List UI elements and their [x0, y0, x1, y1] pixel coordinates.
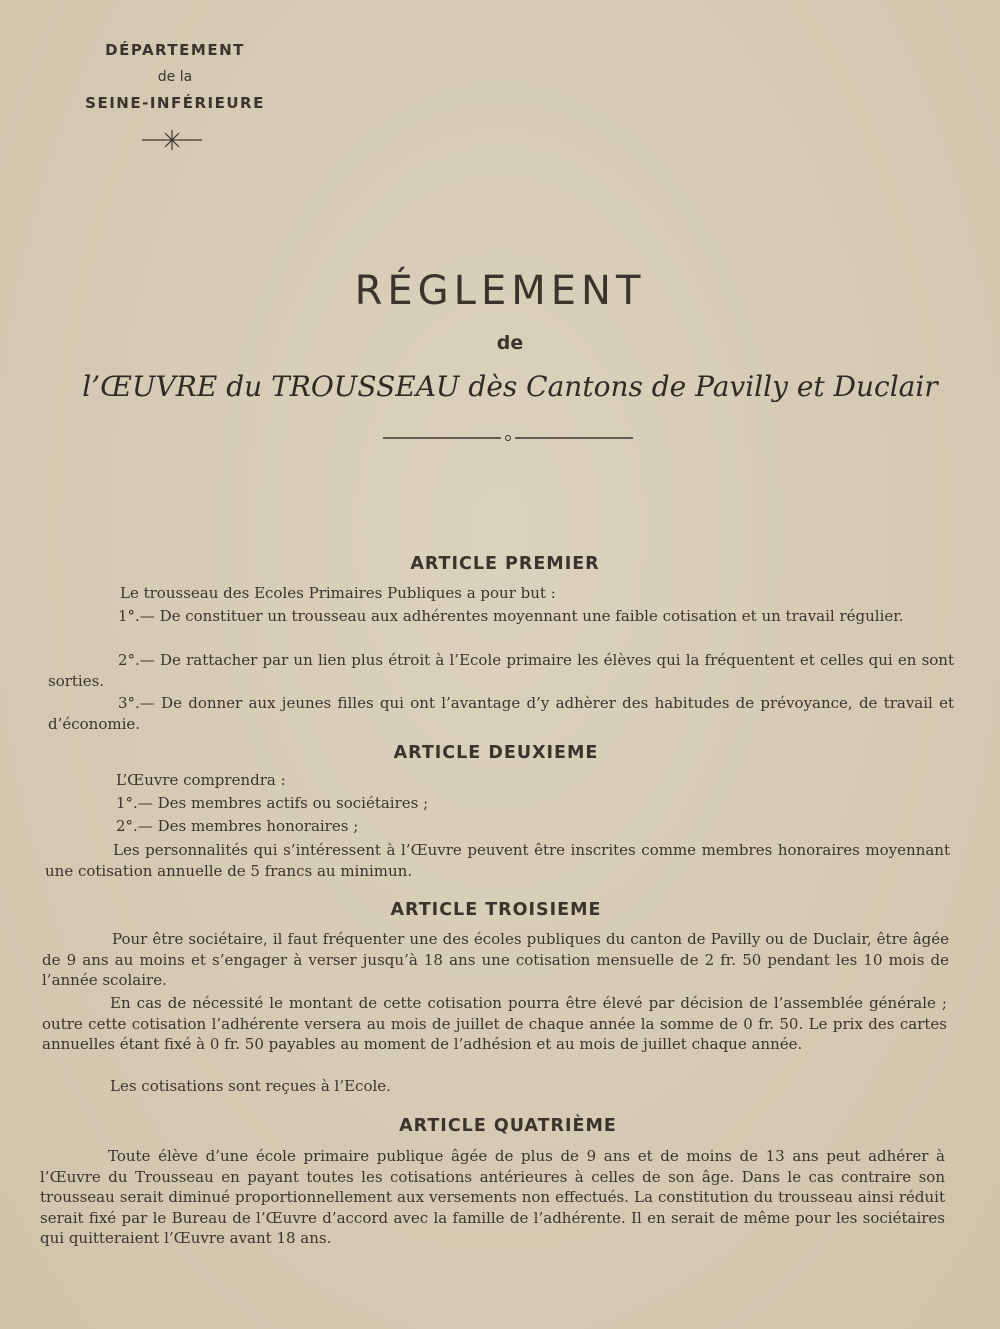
- article-1-paragraph-2: 1°.— De constituer un trousseau aux adhérentes moyennant une faible cotisation et un travail régulier.: [118, 607, 904, 625]
- article-1-paragraph-1: Le trousseau des Ecoles Primaires Publiques a pour but :: [120, 584, 556, 602]
- department-line-1: DÉPARTEMENT: [105, 41, 245, 59]
- divider-ornament-icon: [383, 432, 633, 444]
- article-2-paragraph-1: L’Œuvre comprendra :: [116, 771, 286, 789]
- article-4-title: ARTICLE QUATRIÈME: [399, 1116, 617, 1136]
- article-1-paragraph-3: 2°.— De rattacher par un lien plus étroit à l’Ecole primaire les élèves qui la fréquentent et celles qui en sont sorties.: [48, 651, 954, 690]
- article-2-title: ARTICLE DEUXIEME: [393, 743, 599, 763]
- article-3-title: ARTICLE TROISIEME: [390, 900, 602, 920]
- article-1-title: ARTICLE PREMIER: [410, 554, 600, 574]
- department-line-3: SEINE-INFÉRIEURE: [85, 94, 265, 112]
- article-3-paragraph-2: En cas de nécessité le montant de cette cotisation pourra être élevé par décision de l’assemblée générale ; outre cette cotisation l’adhérente versera au mois de juillet de chaque année la somme de 0 fr. 50. Le prix des cartes annuelles étant fixé à 0 fr. 50 payables au moment de l’adhésion et au mois de juillet chaque année.: [42, 994, 947, 1053]
- document-title: RÉGLEMENT: [354, 268, 646, 314]
- star-ornament-icon: [140, 128, 204, 152]
- article-3-paragraph-3: Les cotisations sont reçues à l’Ecole.: [110, 1077, 391, 1095]
- department-header: [60, 40, 290, 112]
- article-2-paragraph-4: Les personnalités qui s’intéressent à l’Œuvre peuvent être inscrites comme membres honoraires moyennant une cotisation annuelle de 5 francs au minimun.: [45, 841, 950, 880]
- article-1-paragraph-4: 3°.— De donner aux jeunes filles qui ont l’avantage d’y adhèrer des habitudes de prévoyance, de travail et d’économie.: [48, 694, 954, 733]
- document-subtitle: l’ŒUVRE du TROUSSEAU dès Cantons de Pavilly et Duclair: [82, 370, 938, 403]
- article-2-paragraph-2: 1°.— Des membres actifs ou sociétaires ;: [116, 794, 429, 812]
- title-de: de: [496, 332, 524, 354]
- article-4-paragraph-1: Toute élève d’une école primaire publique âgée de plus de 9 ans et de moins de 13 ans peut adhérer à l’Œuvre du Trousseau en payant toutes les cotisations antérieures à celles de son âge. Dans le cas contraire son trousseau serait diminué proportionnellement aux versements non effectués. La constitution du trousseau ainsi réduit serait fixé par le Bureau de l’Œuvre d’accord avec la famille de l’adhérente. Il en serait de même pour les sociétaires qui quitteraient l’Œuvre avant 18 ans.: [40, 1147, 945, 1247]
- article-2-paragraph-3: 2°.— Des membres honoraires ;: [116, 817, 359, 835]
- article-3-paragraph-1: Pour être sociétaire, il faut fréquenter une des écoles publiques du canton de Pavilly ou de Duclair, être âgée de 9 ans au moins et s’engager à verser jusqu’à 18 ans une cotisation mensuelle de 2 fr. 50 pendant les 10 mois de l’année scolaire.: [42, 930, 949, 989]
- department-line-2: de la: [157, 69, 193, 85]
